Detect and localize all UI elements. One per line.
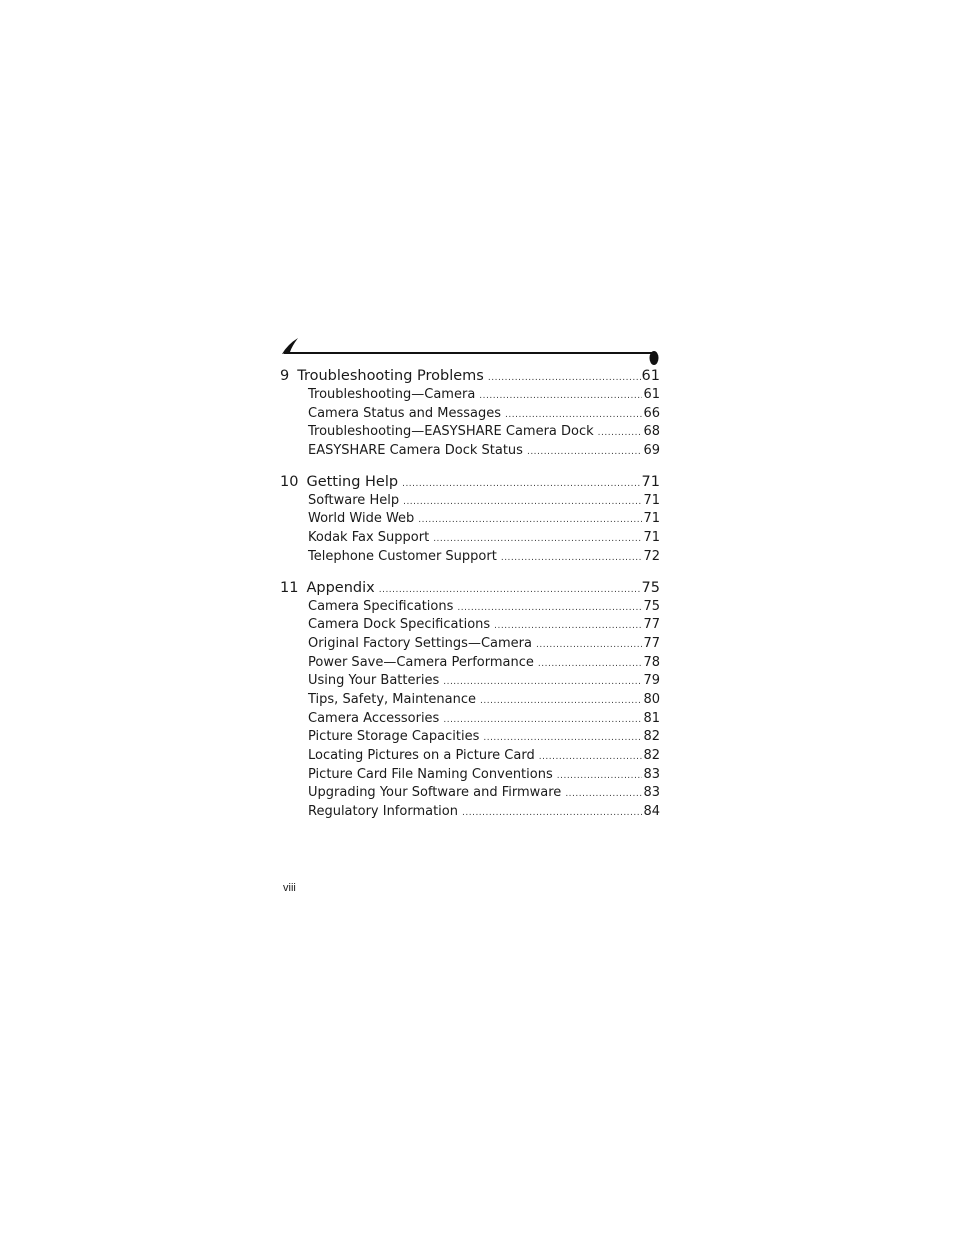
entry-title: Upgrading Your Software and Firmware <box>308 785 562 801</box>
page-number: 77 <box>643 635 660 651</box>
entry-title: Camera Specifications <box>308 598 454 614</box>
chapter-number: 11 <box>280 579 299 596</box>
toc-entry-row[interactable] <box>280 386 660 405</box>
toc-entry-row[interactable] <box>280 510 660 529</box>
entry-title: EASYSHARE Camera Dock Status <box>308 443 523 459</box>
page-number: 77 <box>643 617 660 633</box>
chapter-title: Getting Help <box>306 473 399 490</box>
toc-entry-row[interactable] <box>280 423 660 442</box>
toc-entry-row[interactable] <box>280 784 660 803</box>
chapter-title: Appendix <box>306 579 375 596</box>
dot-leader <box>501 549 643 568</box>
dot-leader <box>479 387 642 406</box>
page-number: 78 <box>643 654 660 670</box>
entry-title: Camera Accessories <box>308 710 440 726</box>
dot-leader <box>462 804 642 823</box>
page-number: 80 <box>643 691 660 707</box>
chapter-title: Troubleshooting Problems <box>297 368 484 384</box>
page-number: 82 <box>643 748 660 763</box>
dot-leader <box>557 767 643 786</box>
toc-entry-row[interactable] <box>280 747 660 766</box>
toc-entry-row[interactable] <box>280 803 660 822</box>
toc-entry-row[interactable] <box>280 529 660 548</box>
entry-title: Troubleshooting—EASYSHARE Camera Dock <box>308 424 594 440</box>
page-number: 68 <box>643 424 660 440</box>
dot-leader <box>443 711 642 730</box>
dot-leader <box>494 617 642 636</box>
toc-entry-row[interactable] <box>280 405 660 424</box>
dot-leader <box>402 474 640 494</box>
toc-chapter-row[interactable] <box>280 366 660 386</box>
page-number: 72 <box>643 548 660 564</box>
page-number: 84 <box>643 804 660 820</box>
dot-leader <box>536 636 642 655</box>
toc-entry-row[interactable] <box>280 598 660 617</box>
page-number: 71 <box>643 492 660 508</box>
dot-leader <box>488 368 641 388</box>
toc-section <box>280 578 660 822</box>
entry-title: Picture Card File Naming Conventions <box>308 766 553 782</box>
page-number: 61 <box>641 368 660 384</box>
toc-entry-row[interactable] <box>280 672 660 691</box>
page-number: 75 <box>641 579 660 596</box>
entry-title: Camera Status and Messages <box>308 405 502 421</box>
dot-leader <box>433 530 642 549</box>
page-number-folio: viii <box>283 882 296 894</box>
dot-leader <box>565 785 642 804</box>
dot-leader <box>480 692 642 711</box>
dot-leader <box>418 511 642 530</box>
toc-entry-row[interactable] <box>280 616 660 635</box>
entry-title: Troubleshooting—Camera <box>308 387 476 402</box>
entry-title: Camera Dock Specifications <box>308 617 491 633</box>
toc-section <box>280 366 660 461</box>
entry-title: Software Help <box>308 492 400 508</box>
page-number: 66 <box>643 405 660 421</box>
dot-leader <box>598 424 643 443</box>
toc-entry-row[interactable] <box>280 654 660 673</box>
toc-entry-row[interactable] <box>280 635 660 654</box>
page-number: 71 <box>641 473 660 490</box>
toc-section <box>280 472 660 567</box>
page-number: 69 <box>643 443 660 459</box>
entry-title: World Wide Web <box>308 511 415 527</box>
dot-leader <box>538 655 643 674</box>
dot-leader <box>483 729 642 748</box>
toc-entry-row[interactable] <box>280 548 660 567</box>
page-number: 61 <box>643 387 660 402</box>
dot-leader <box>539 748 643 767</box>
header-rule-ornament <box>280 336 662 366</box>
dot-leader <box>443 673 642 692</box>
dot-leader <box>527 443 643 462</box>
entry-title: Tips, Safety, Maintenance <box>308 691 477 707</box>
page-number: 82 <box>643 729 660 745</box>
entry-title: Regulatory Information <box>308 804 458 820</box>
page-number: 71 <box>643 511 660 527</box>
table-of-contents <box>280 366 660 833</box>
entry-title: Original Factory Settings—Camera <box>308 635 532 651</box>
entry-title: Picture Storage Capacities <box>308 729 480 745</box>
dot-leader <box>403 493 642 512</box>
page-number: 83 <box>643 766 660 782</box>
toc-entry-row[interactable] <box>280 766 660 785</box>
toc-entry-row[interactable] <box>280 691 660 710</box>
toc-entry-row[interactable] <box>280 442 660 461</box>
dot-leader <box>457 599 642 618</box>
page-number: 71 <box>643 530 660 546</box>
page-number: 81 <box>643 710 660 726</box>
page-number: 79 <box>643 673 660 689</box>
dot-leader <box>505 406 642 425</box>
chapter-number: 9 <box>280 368 290 384</box>
dot-leader <box>379 580 641 600</box>
chapter-number: 10 <box>280 473 299 490</box>
entry-title: Power Save—Camera Performance <box>308 654 534 670</box>
toc-entry-row[interactable] <box>280 728 660 747</box>
page-number: 75 <box>643 598 660 614</box>
toc-entry-row[interactable] <box>280 710 660 729</box>
entry-title: Telephone Customer Support <box>308 548 497 564</box>
entry-title: Locating Pictures on a Picture Card <box>308 748 535 763</box>
entry-title: Kodak Fax Support <box>308 530 430 546</box>
toc-chapter-row[interactable] <box>280 472 660 492</box>
entry-title: Using Your Batteries <box>308 673 440 689</box>
toc-chapter-row[interactable] <box>280 578 660 598</box>
toc-entry-row[interactable] <box>280 492 660 511</box>
page-number: 83 <box>643 785 660 801</box>
